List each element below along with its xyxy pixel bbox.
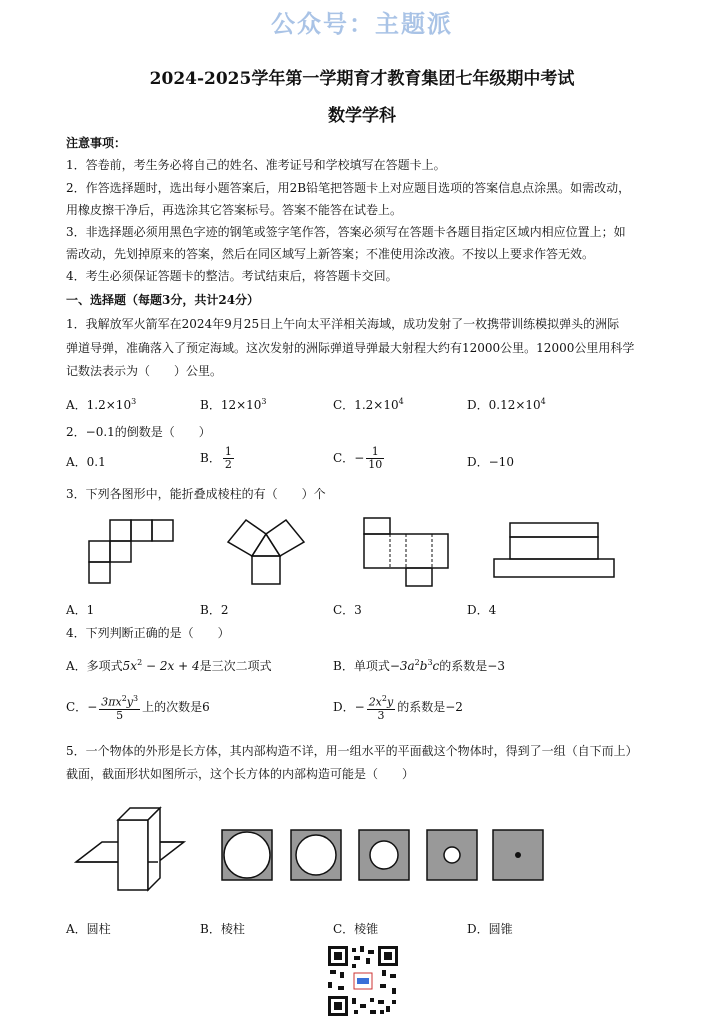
notice-item: 1．答卷前，考生务必将自己的姓名、准考证号和学校填写在答题卡上。 — [66, 158, 446, 172]
watermark: 公众号：主题派 — [271, 10, 453, 38]
q4-option-c: C．− $\frac{3\pi x^2y^3}{5}$ 上的次数是6 — [66, 694, 210, 722]
q4-option-b: B．单项式$-3a^2b^3c$的系数是−3 — [333, 658, 505, 673]
question-3-stem: 3．下列各图形中，能折叠成棱柱的有（ ）个 — [66, 487, 326, 501]
q1-option-a: A．$1.2\times 10^3$ — [66, 397, 137, 412]
question-5-line: 5．一个物体的外形是长方体，其内部构造不详，用一组水平的平面截这个物体时，得到了一组（自下而上） — [66, 744, 638, 758]
notice-item: 2．作答选择题时，选出每小题答案后，用2B铅笔把答题卡上对应题目选项的答案信息点涂黑。如需改动， — [66, 181, 631, 195]
q3-option-b: B．2 — [200, 603, 229, 617]
q5-option-d: D．圆锥 — [467, 922, 513, 936]
notice-item: 用橡皮擦干净后，再选涂其它答案标号。答案不能答在试卷上。 — [66, 203, 403, 217]
question-5-line: 截面，截面形状如图所示，这个长方体的内部构造可能是（ ） — [66, 767, 415, 781]
q5-option-b: B．棱柱 — [200, 922, 245, 936]
q4-option-d: D．− $\frac{2x^2y}{3}$ 的系数是−2 — [333, 694, 463, 722]
q3-option-c: C．3 — [333, 603, 362, 617]
q5-option-a: A．圆柱 — [66, 922, 111, 936]
q2-option-b: B． $\frac{1}{2}$ — [200, 445, 232, 471]
q5-option-c: C．棱锥 — [333, 922, 379, 936]
notice-item: 4．考生必须保证答题卡的整洁。考试结束后，将答题卡交回。 — [66, 269, 398, 283]
question-1-line: 弹道导弹，准确落入了预定海域。这次发射的洲际弹道导弹最大射程大约有12000公里。12000公里用科学 — [66, 341, 635, 355]
notice-heading: 注意事项： — [66, 136, 127, 150]
cuboid-plane-figure — [74, 800, 186, 896]
net-figure-4 — [490, 517, 620, 583]
question-4-stem: 4．下列判断正确的是（ ） — [66, 626, 230, 640]
cross-section-2 — [289, 828, 345, 884]
question-1-line: 1．我解放军火箭军在2024年9月25日上午向太平洋相关海域，成功发射了一枚携带训练模拟弹头的洲际 — [66, 317, 620, 331]
q1-option-d: D．$0.12\times 10^4$ — [467, 397, 546, 412]
cross-section-3 — [357, 828, 413, 884]
exam-subtitle: 数学学科 — [328, 106, 396, 126]
cross-section-1 — [220, 828, 276, 884]
q2-option-d: D．−10 — [467, 455, 514, 469]
q4-option-a: A．多项式$5x^2 - 2x + 4$是三次二项式 — [66, 658, 272, 673]
cross-section-4 — [425, 828, 481, 884]
notice-item: 需改动，先划掉原来的答案，然后在同区域写上新答案；不准使用涂改液。不按以上要求作答无效。 — [66, 247, 595, 261]
qr-code — [326, 944, 400, 1018]
question-1-line: 记数法表示为（ ）公里。 — [66, 364, 223, 378]
q1-option-c: C．$1.2\times 10^4$ — [333, 397, 404, 412]
section-heading: 一、选择题（每题3分，共计24分） — [66, 293, 260, 307]
q2-option-a: A．0.1 — [66, 455, 106, 469]
cross-section-5 — [491, 828, 547, 884]
q1-option-b: B．$12\times 10^3$ — [200, 397, 267, 412]
q3-option-a: A．1 — [66, 603, 95, 617]
net-figure-2 — [224, 512, 316, 590]
net-figure-3 — [360, 512, 452, 592]
q2-option-c: C．− $\frac{1}{10}$ — [333, 445, 383, 471]
notice-item: 3．非选择题必须用黑色字迹的钢笔或签字笔作答，答案必须写在答题卡各题目指定区域内相应位置上；如 — [66, 225, 626, 239]
exam-title: 2024-2025学年第一学期育才教育集团七年级期中考试 — [149, 69, 575, 89]
question-2-stem: 2．−0.1的倒数是（ ） — [66, 425, 211, 439]
q3-option-d: D．4 — [467, 603, 497, 617]
net-figure-1 — [84, 512, 174, 586]
